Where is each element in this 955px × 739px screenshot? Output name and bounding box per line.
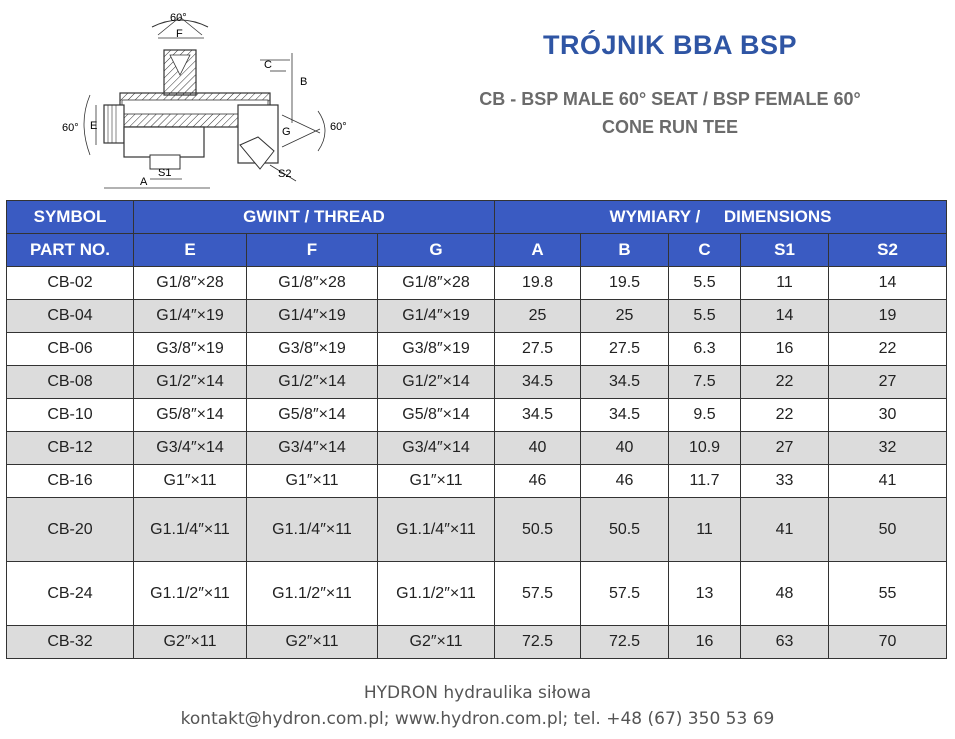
cell-g: G1/4″×19 xyxy=(378,300,495,333)
subtitle-line-2: CONE RUN TEE xyxy=(601,117,738,137)
cell-s1: 22 xyxy=(741,399,829,432)
cell-part-no: CB-16 xyxy=(7,465,134,498)
cell-f: G3/4″×14 xyxy=(247,432,378,465)
cell-g: G1″×11 xyxy=(378,465,495,498)
cell-c: 11.7 xyxy=(669,465,741,498)
label-a: A xyxy=(140,176,148,188)
cell-c: 5.5 xyxy=(669,267,741,300)
cell-s1: 41 xyxy=(741,498,829,562)
cell-s1: 14 xyxy=(741,300,829,333)
cell-part-no: CB-04 xyxy=(7,300,134,333)
cell-s2: 32 xyxy=(829,432,947,465)
cell-c: 5.5 xyxy=(669,300,741,333)
header-c: C xyxy=(669,234,741,267)
cell-e: G1.1/4″×11 xyxy=(134,498,247,562)
cell-g: G3/4″×14 xyxy=(378,432,495,465)
cell-b: 34.5 xyxy=(581,399,669,432)
header-b: B xyxy=(581,234,669,267)
cell-f: G1″×11 xyxy=(247,465,378,498)
cell-s2: 55 xyxy=(829,562,947,626)
cell-s1: 11 xyxy=(741,267,829,300)
cell-s1: 22 xyxy=(741,366,829,399)
cell-e: G5/8″×14 xyxy=(134,399,247,432)
cell-c: 13 xyxy=(669,562,741,626)
header-s2: S2 xyxy=(829,234,947,267)
angle-right-label: 60° xyxy=(330,121,347,133)
cell-g: G3/8″×19 xyxy=(378,333,495,366)
header-part-no: PART NO. xyxy=(7,234,134,267)
cell-f: G1/2″×14 xyxy=(247,366,378,399)
cell-s1: 16 xyxy=(741,333,829,366)
cell-a: 50.5 xyxy=(495,498,581,562)
fitting-diagram xyxy=(60,5,360,195)
header-a: A xyxy=(495,234,581,267)
table-row xyxy=(7,399,947,432)
cell-s1: 27 xyxy=(741,432,829,465)
cell-a: 57.5 xyxy=(495,562,581,626)
table-row xyxy=(7,300,947,333)
header-g: G xyxy=(378,234,495,267)
cell-part-no: CB-02 xyxy=(7,267,134,300)
label-g: G xyxy=(282,126,291,138)
cell-g: G1.1/2″×11 xyxy=(378,562,495,626)
cell-a: 72.5 xyxy=(495,626,581,659)
cell-b: 46 xyxy=(581,465,669,498)
cell-c: 6.3 xyxy=(669,333,741,366)
label-s2: S2 xyxy=(278,168,292,180)
cell-g: G1/2″×14 xyxy=(378,366,495,399)
cell-g: G5/8″×14 xyxy=(378,399,495,432)
cell-b: 72.5 xyxy=(581,626,669,659)
cell-c: 7.5 xyxy=(669,366,741,399)
dimensions-table xyxy=(6,200,947,659)
cell-part-no: CB-06 xyxy=(7,333,134,366)
header-symbol: SYMBOL xyxy=(7,201,134,234)
cell-f: G5/8″×14 xyxy=(247,399,378,432)
header-f: F xyxy=(247,234,378,267)
cell-f: G3/8″×19 xyxy=(247,333,378,366)
header-thread-group: GWINT / THREAD xyxy=(134,201,495,234)
cell-s2: 22 xyxy=(829,333,947,366)
cell-b: 25 xyxy=(581,300,669,333)
angle-top-label: 60° xyxy=(170,12,187,24)
cell-a: 34.5 xyxy=(495,366,581,399)
cell-a: 27.5 xyxy=(495,333,581,366)
table-row xyxy=(7,562,947,626)
cell-part-no: CB-08 xyxy=(7,366,134,399)
cell-f: G1/8″×28 xyxy=(247,267,378,300)
cell-e: G3/8″×19 xyxy=(134,333,247,366)
table-row xyxy=(7,432,947,465)
cell-b: 57.5 xyxy=(581,562,669,626)
table-row xyxy=(7,333,947,366)
cell-f: G2″×11 xyxy=(247,626,378,659)
cell-part-no: CB-24 xyxy=(7,562,134,626)
table-row xyxy=(7,465,947,498)
cell-s2: 41 xyxy=(829,465,947,498)
footer-contact: kontakt@hydron.com.pl; www.hydron.com.pl; tel. +48 (67) 350 53 69 xyxy=(180,709,775,729)
cell-e: G2″×11 xyxy=(134,626,247,659)
cell-part-no: CB-12 xyxy=(7,432,134,465)
cell-s1: 48 xyxy=(741,562,829,626)
cell-g: G2″×11 xyxy=(378,626,495,659)
cell-f: G1.1/4″×11 xyxy=(247,498,378,562)
cell-f: G1.1/2″×11 xyxy=(247,562,378,626)
cell-b: 50.5 xyxy=(581,498,669,562)
cell-g: G1/8″×28 xyxy=(378,267,495,300)
subtitle-line-1: CB - BSP MALE 60° SEAT / BSP FEMALE 60° xyxy=(479,89,861,109)
cell-b: 19.5 xyxy=(581,267,669,300)
cell-s1: 63 xyxy=(741,626,829,659)
cell-e: G3/4″×14 xyxy=(134,432,247,465)
angle-left-label: 60° xyxy=(62,122,79,134)
cell-g: G1.1/4″×11 xyxy=(378,498,495,562)
cell-b: 27.5 xyxy=(581,333,669,366)
page-title: TRÓJNIK BBA BSP xyxy=(542,30,798,60)
cell-a: 34.5 xyxy=(495,399,581,432)
cell-c: 10.9 xyxy=(669,432,741,465)
label-f: F xyxy=(176,28,183,40)
cell-c: 16 xyxy=(669,626,741,659)
cell-a: 19.8 xyxy=(495,267,581,300)
header-s1: S1 xyxy=(741,234,829,267)
cell-c: 9.5 xyxy=(669,399,741,432)
cell-s2: 19 xyxy=(829,300,947,333)
cell-b: 34.5 xyxy=(581,366,669,399)
label-s1: S1 xyxy=(158,167,172,179)
cell-part-no: CB-32 xyxy=(7,626,134,659)
cell-s1: 33 xyxy=(741,465,829,498)
label-c: C xyxy=(264,59,272,71)
cell-a: 46 xyxy=(495,465,581,498)
table-row xyxy=(7,498,947,562)
cell-s2: 50 xyxy=(829,498,947,562)
table-row xyxy=(7,267,947,300)
header-e: E xyxy=(134,234,247,267)
cell-a: 40 xyxy=(495,432,581,465)
label-e: E xyxy=(90,120,98,132)
footer-company: HYDRON hydraulika siłowa xyxy=(363,683,592,703)
cell-e: G1/2″×14 xyxy=(134,366,247,399)
header-dimensions-group: WYMIARY / DIMENSIONS xyxy=(495,201,947,234)
cell-s2: 27 xyxy=(829,366,947,399)
cell-c: 11 xyxy=(669,498,741,562)
cell-e: G1/4″×19 xyxy=(134,300,247,333)
cell-part-no: CB-10 xyxy=(7,399,134,432)
label-b: B xyxy=(300,76,308,88)
table-row xyxy=(7,626,947,659)
cell-f: G1/4″×19 xyxy=(247,300,378,333)
cell-a: 25 xyxy=(495,300,581,333)
cell-s2: 70 xyxy=(829,626,947,659)
cell-e: G1.1/2″×11 xyxy=(134,562,247,626)
cell-e: G1/8″×28 xyxy=(134,267,247,300)
cell-e: G1″×11 xyxy=(134,465,247,498)
cell-part-no: CB-20 xyxy=(7,498,134,562)
cell-s2: 14 xyxy=(829,267,947,300)
cell-s2: 30 xyxy=(829,399,947,432)
cell-b: 40 xyxy=(581,432,669,465)
table-row xyxy=(7,366,947,399)
